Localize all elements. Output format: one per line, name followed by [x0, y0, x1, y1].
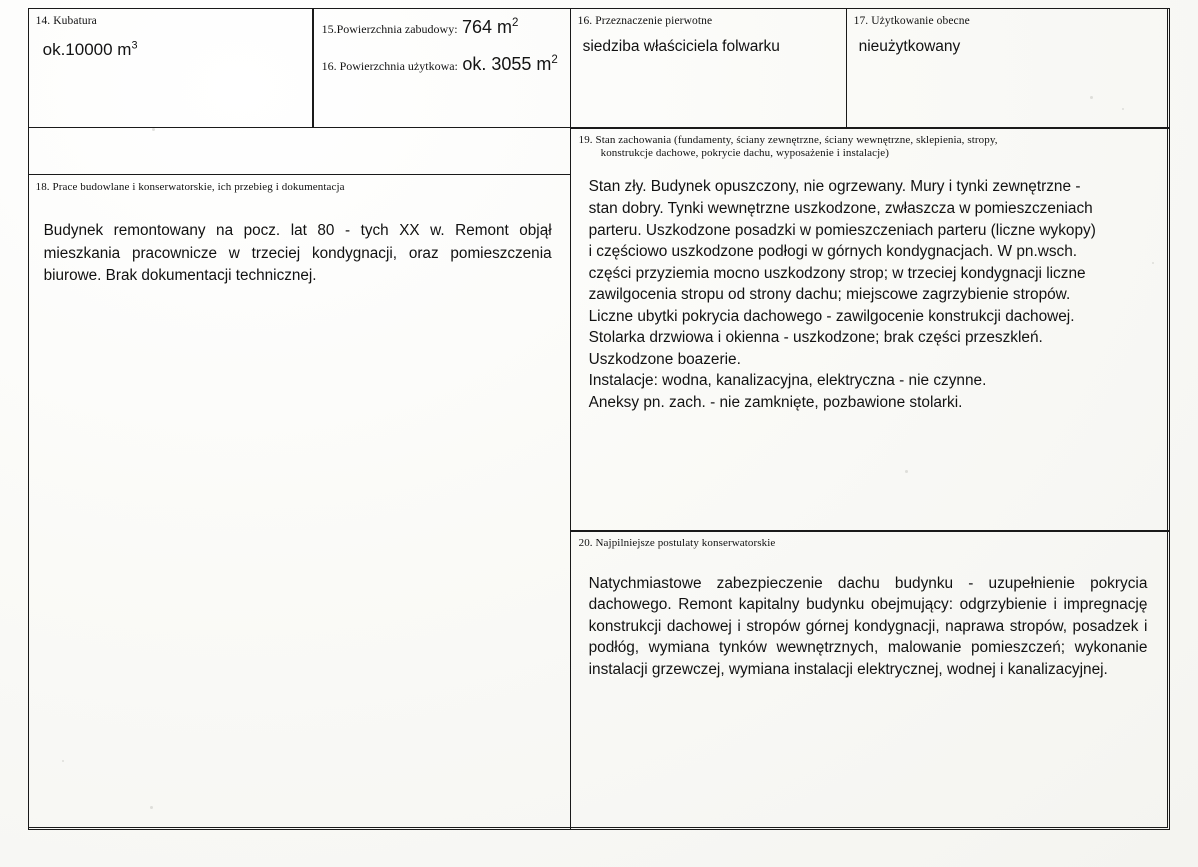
field-19-value: Stan zły. Budynek opuszczony, nie ogrzewany. Mury i tynki zewnętrzne - stan dobry. Tynki wewnętrzne uszkodzone, zwłaszcza w pomieszczeniach parteru. Uszkodzone posadzki w pomieszczeniach parteru (liczne wykopy) i częściowo uszkodzone podłogi w górnych kondygnacjach. W pn.wsch. części przyziemia mocno uszkodzony strop; w trzeciej kondygnacji liczne zawilgocenia stropu od strony dachu; miejscowe zagrzybienie stropów. Liczne ubytki pokrycia dachowego - zawilgocenie konstrukcji dachowej. Stolarka drzwiowa i okienna - uszkodzone; brak części przeszkleń. Uszkodzone boazerie. Instalacje: wodna, kanalizacyjna, elektryczna - nie czynne. Aneksy pn. zach. - nie zamknięte, pozbawione stolarki.: [588, 178, 1096, 412]
field-18-label: 18. Prace budowlane i konserwatorskie, ich przebieg i dokumentacja: [35, 181, 345, 193]
field-19-label: 19. Stan zachowania (fundamenty, ściany zewnętrzne, ściany wewnętrzne, sklepienia, stropy, konstrukcje dachowe, pokrycie dachu, wyposażenie i instalacje): [578, 133, 998, 159]
field-15-value: 15.Powierzchnia zabudowy: 764 $m^2$: [321, 16, 519, 37]
field-20-postulaty-konserwatorskie: [570, 530, 1171, 830]
field-16-przeznaczenie-label: 16. Przeznaczenie pierwotne: [577, 14, 713, 27]
form-sheet: [28, 8, 1168, 828]
field-17-uzytkowanie-obecne: [846, 8, 1171, 128]
field-14-kubatura: [28, 8, 313, 128]
field-14-value: ok.10000 $m^3$: [42, 38, 138, 59]
field-20-label: 20. Najpilniejsze postulaty konserwatorskie: [578, 537, 776, 550]
field-16-przeznaczenie-pierwotne: [570, 8, 847, 128]
field-14-label: 14. Kubatura: [35, 14, 97, 27]
field-19-stan-zachowania: [570, 128, 1171, 532]
field-20-value: Natychmiastowe zabezpieczenie dachu budynku - uzupełnienie pokrycia dachowego. Remont kapitalny budynku obejmujący: odgrzybienie i impregnację konstrukcji dachowej i stropów górnej kondygnacji, naprawa stropów, posadzek i podłóg, wymiana tynków wewnętrznych, malowanie pomieszczeń; wykonanie instalacji grzewczej, wymiana instalacji elektrycznej, wodnej i kanalizacyjnej.: [588, 574, 1148, 678]
field-16-przeznaczenie-value: siedziba właściciela folwarku: [582, 37, 780, 55]
field-15-16-powierzchnie: [313, 8, 571, 128]
field-18-prace-budowlane: [28, 174, 571, 830]
field-17-label: 17. Użytkowanie obecne: [853, 14, 970, 27]
field-16-powierzchnia-uzytkowa-value: 16. Powierzchnia użytkowa: ok. 3055 $m^2$: [321, 53, 558, 74]
field-18-value: Budynek remontowany na pocz. lat 80 - tych XX w. Remont objął mieszkania pracownicze w trzeciej kondygnacji, oraz pomieszczenia biurowe. Brak dokumentacji technicznej.: [43, 222, 552, 284]
field-17-value: nieużytkowany: [858, 37, 961, 55]
